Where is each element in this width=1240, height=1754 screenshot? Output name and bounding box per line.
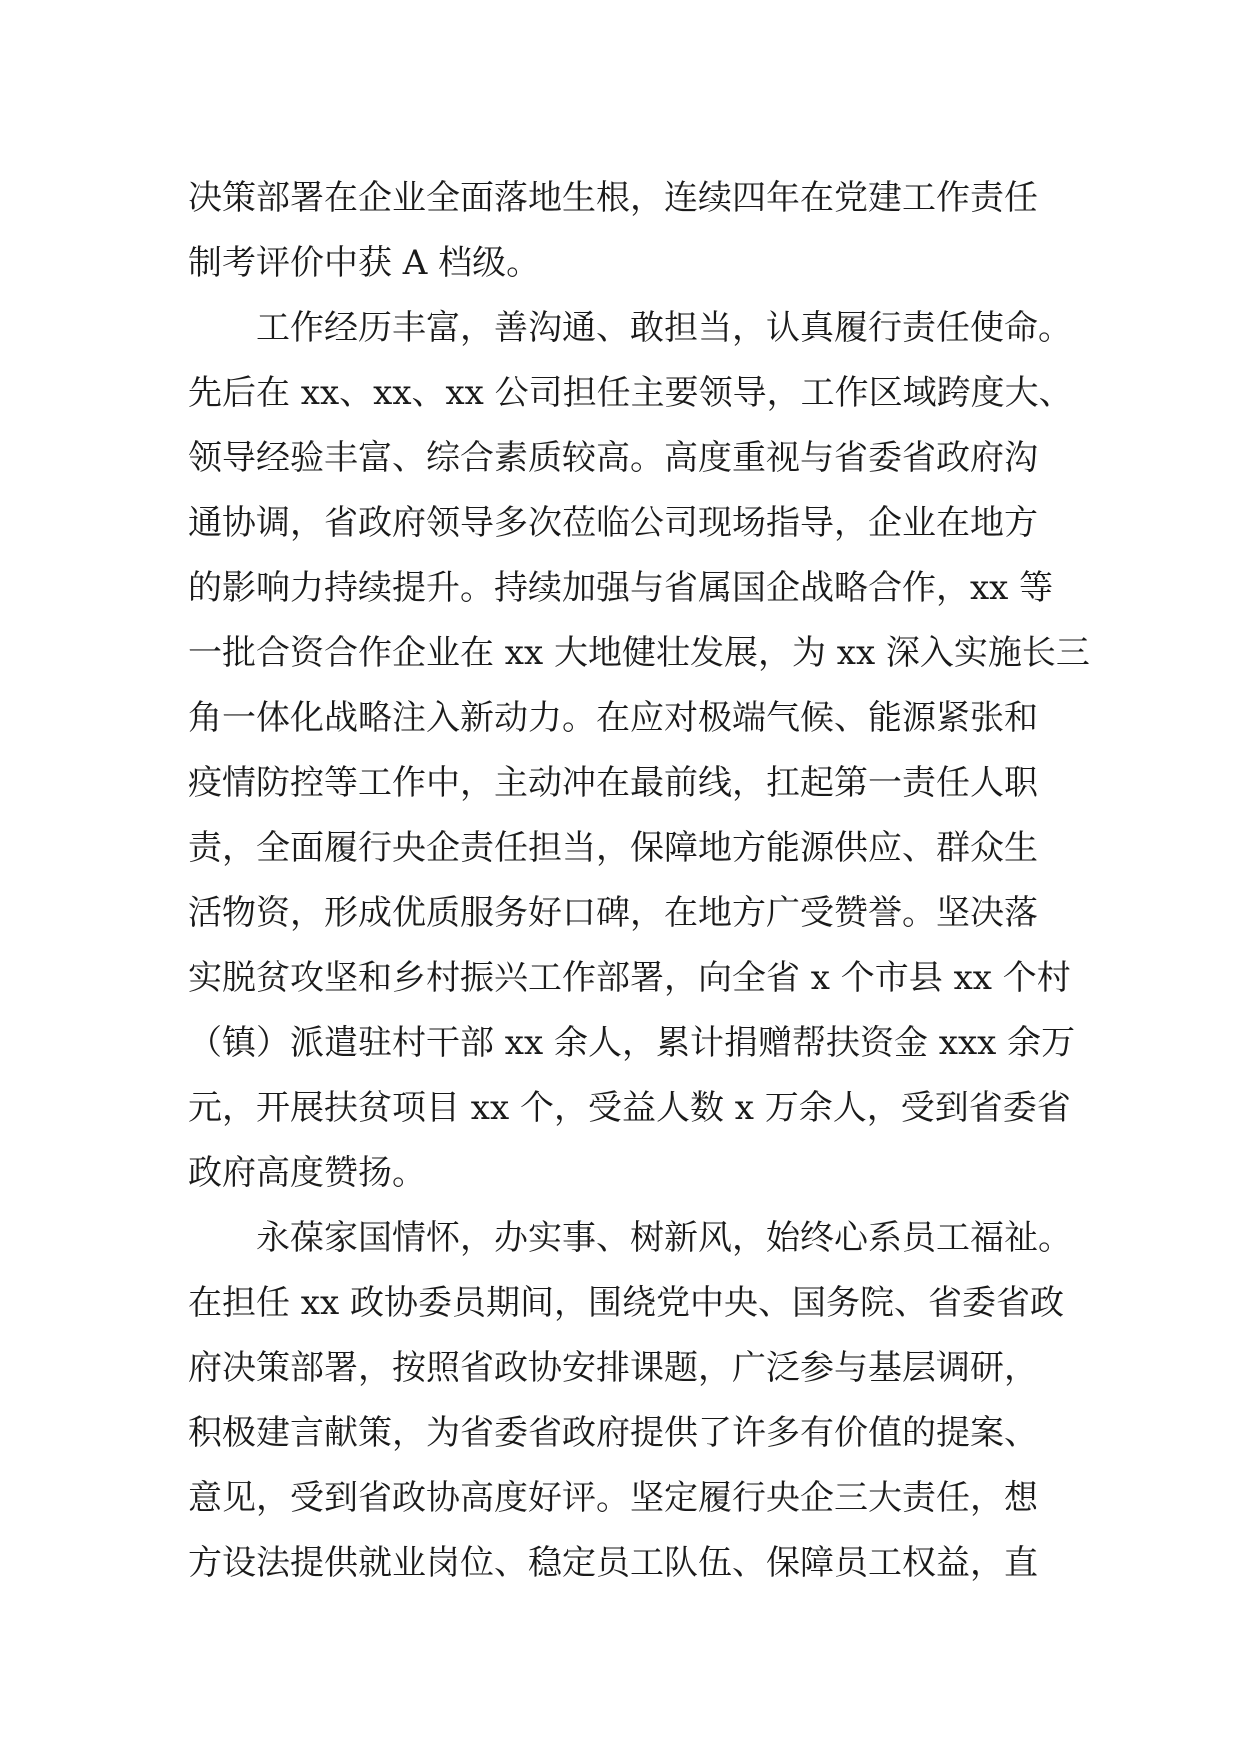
text-line: 永葆家国情怀，办实事、树新风，始终心系员工福祉。	[256, 1218, 1072, 1258]
text-line: 政府高度赞扬。	[188, 1153, 426, 1193]
text-line: 积极建言献策，为省委省政府提供了许多有价值的提案、	[188, 1413, 1038, 1453]
text-line: 先后在 xx、xx、xx 公司担任主要领导，工作区域跨度大、	[188, 373, 1073, 413]
text-line: 责，全面履行央企责任担当，保障地方能源供应、群众生	[188, 828, 1038, 868]
text-line: 意见，受到省政协高度好评。坚定履行央企三大责任，想	[188, 1478, 1038, 1518]
paragraph	[188, 166, 1068, 296]
text-line: 的影响力持续提升。持续加强与省属国企战略合作，xx 等	[188, 568, 1054, 608]
text-line: 在担任 xx 政协委员期间，围绕党中央、国务院、省委省政	[188, 1283, 1064, 1323]
text-line: 疫情防控等工作中，主动冲在最前线，扛起第一责任人职	[188, 763, 1038, 803]
paragraph	[188, 1206, 1072, 1596]
text-line: 角一体化战略注入新动力。在应对极端气候、能源紧张和	[188, 698, 1038, 738]
text-line: 元，开展扶贫项目 xx 个，受益人数 x 万余人，受到省委省	[188, 1088, 1071, 1128]
text-line: 领导经验丰富、综合素质较高。高度重视与省委省政府沟	[188, 438, 1038, 478]
paragraph	[188, 296, 1090, 1206]
text-line: （镇）派遣驻村干部 xx 余人，累计捐赠帮扶资金 xxx 余万	[188, 1023, 1076, 1063]
text-line: 实脱贫攻坚和乡村振兴工作部署，向全省 x 个市县 xx 个村	[188, 958, 1071, 998]
text-line: 决策部署在企业全面落地生根，连续四年在党建工作责任	[188, 178, 1038, 218]
text-line: 一批合资合作企业在 xx 大地健壮发展，为 xx 深入实施长三	[188, 633, 1090, 673]
text-line: 工作经历丰富，善沟通、敢担当，认真履行责任使命。	[256, 308, 1072, 348]
body-text	[188, 166, 1090, 1596]
text-line: 通协调，省政府领导多次莅临公司现场指导，企业在地方	[188, 503, 1038, 543]
text-line: 活物资，形成优质服务好口碑，在地方广受赞誉。坚决落	[188, 893, 1038, 933]
text-line: 制考评价中获 A 档级。	[188, 243, 541, 283]
text-line: 方设法提供就业岗位、稳定员工队伍、保障员工权益，直	[188, 1543, 1038, 1583]
text-line: 府决策部署，按照省政协安排课题，广泛参与基层调研，	[188, 1348, 1038, 1388]
